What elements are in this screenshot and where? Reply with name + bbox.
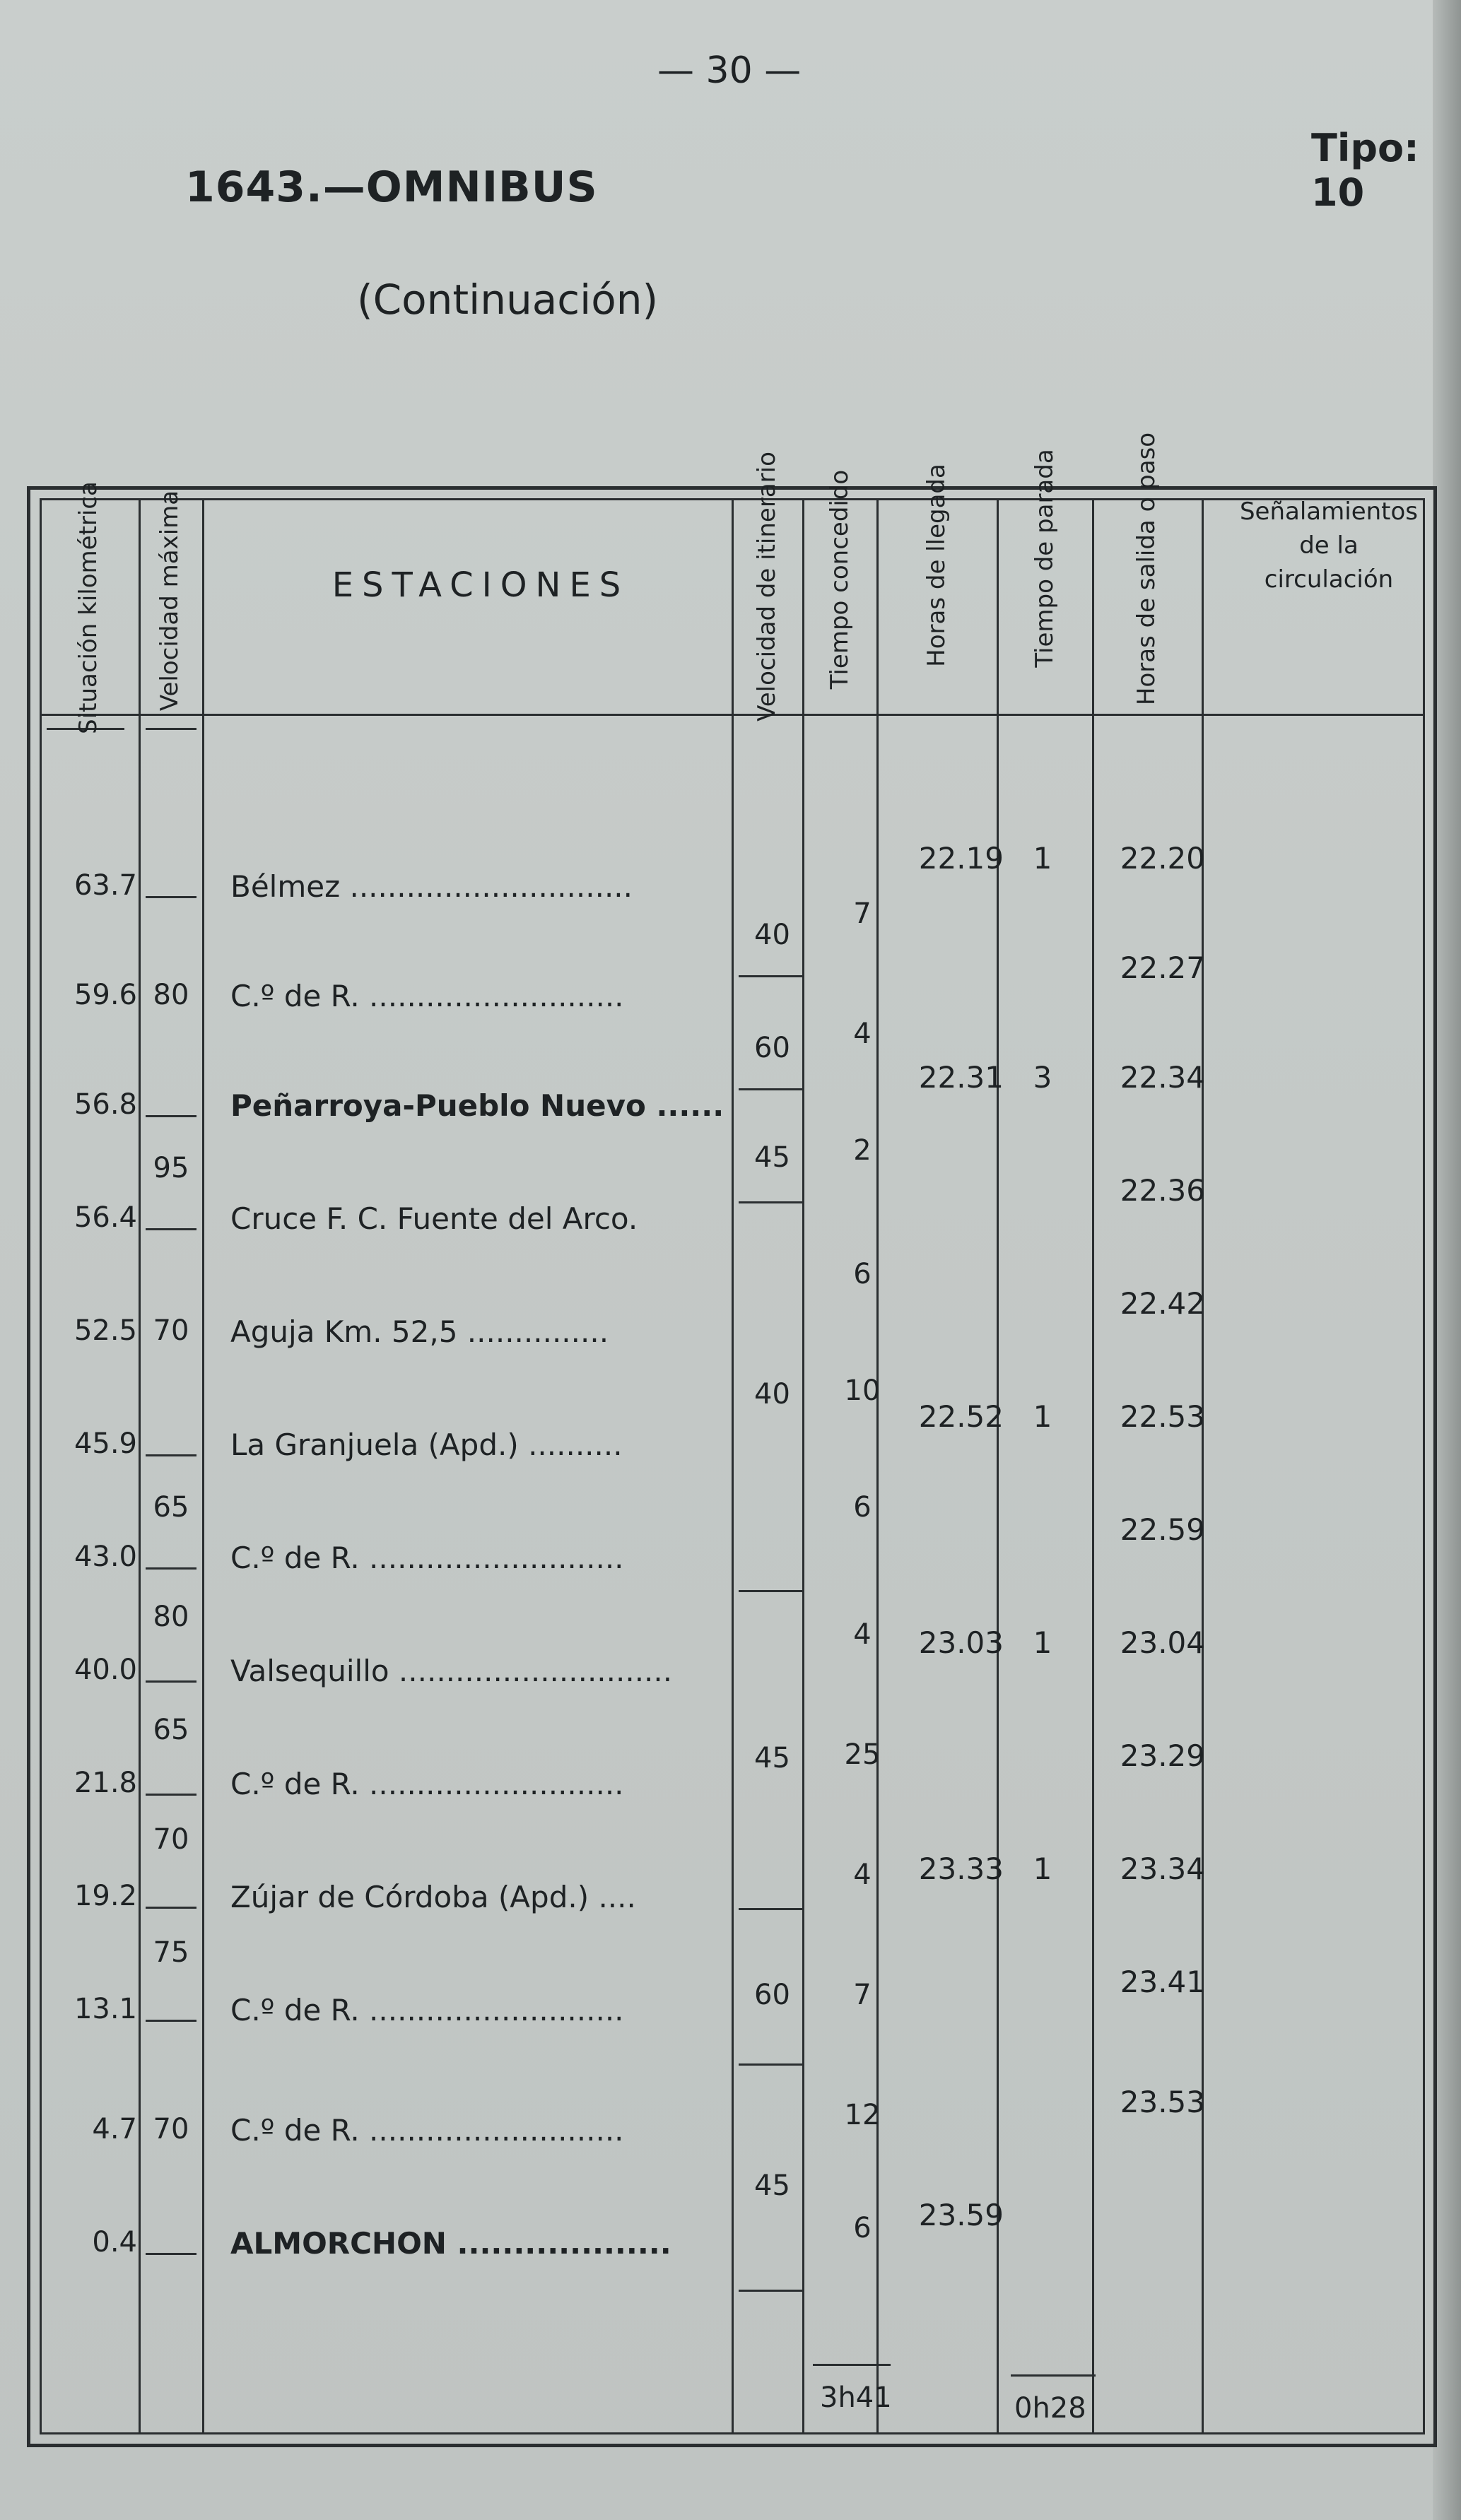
granted-time: 6	[853, 1258, 872, 1290]
km-position: 56.8	[74, 1088, 137, 1121]
max-speed: 65	[153, 1714, 189, 1746]
departure-time: 23.53	[1120, 2085, 1205, 2119]
itinerary-speed-rule	[739, 1201, 802, 1203]
stop-time: 1	[1033, 1851, 1052, 1886]
max-speed: 70	[153, 2113, 189, 2145]
header-horas-salida: Horas de salida o paso	[1132, 432, 1161, 706]
departure-time: 23.41	[1120, 1965, 1205, 1999]
itinerary-speed-rule	[739, 1908, 802, 1910]
granted-time: 4	[853, 1018, 872, 1050]
station-name: Aguja Km. 52,5 ...............	[230, 1314, 609, 1349]
max-speed-dash	[146, 896, 196, 898]
km-position: 45.9	[74, 1427, 137, 1460]
station-name: Bélmez ..............................	[230, 869, 633, 904]
km-position: 43.0	[74, 1541, 137, 1573]
header-situacion: Situación kilométrica	[74, 481, 102, 734]
granted-time: 4	[853, 1859, 872, 1891]
column-divider	[876, 498, 879, 2434]
column-divider	[997, 498, 999, 2434]
granted-time: 6	[853, 1491, 872, 1524]
granted-time: 7	[853, 1979, 872, 2011]
max-speed: 70	[153, 1823, 189, 1856]
stop-time: 1	[1033, 1399, 1052, 1434]
max-speed-dash	[146, 1454, 196, 1456]
granted-time: 2	[853, 1134, 872, 1167]
km-position: 4.7	[92, 2113, 137, 2145]
max-speed: 70	[153, 1314, 189, 1347]
km-position: 21.8	[74, 1767, 137, 1799]
arrival-time: 23.33	[918, 1851, 1004, 1886]
column-divider	[802, 498, 804, 2434]
itinerary-speed: 45	[754, 1141, 790, 1174]
column-divider	[139, 498, 141, 2434]
total-tiempo-parada: 0h28	[1014, 2392, 1086, 2425]
page-number: — 30 —	[657, 49, 802, 92]
station-name: C.º de R. ...........................	[230, 979, 624, 1013]
km-position: 40.0	[74, 1654, 137, 1686]
km-position: 19.2	[74, 1880, 137, 1912]
departure-time: 22.59	[1120, 1512, 1205, 1547]
km-position: 59.6	[74, 979, 137, 1011]
station-name: C.º de R. ...........................	[230, 1541, 624, 1575]
itinerary-speed: 40	[754, 1378, 790, 1411]
departure-time: 22.20	[1120, 841, 1205, 876]
max-speed: 80	[153, 1601, 189, 1633]
station-name: Valsequillo .............................	[230, 1654, 673, 1688]
header-tiempo-concedido: Tiempo concedido	[826, 469, 854, 690]
max-speed-dash	[146, 1907, 196, 1909]
granted-time: 10	[844, 1374, 881, 1407]
header-velocidad-itinerario: Velocidad de itinerario	[753, 452, 781, 722]
station-name: ALMORCHON ...................	[230, 2226, 671, 2261]
departure-time: 23.29	[1120, 1738, 1205, 1773]
max-speed: 65	[153, 1491, 189, 1524]
itinerary-speed-rule	[739, 1088, 802, 1090]
km-position: 63.7	[74, 869, 137, 902]
departure-time: 22.53	[1120, 1399, 1205, 1434]
column-divider	[1202, 498, 1204, 2434]
stop-time: 1	[1033, 841, 1052, 876]
page-subtitle: (Continuación)	[357, 276, 659, 324]
itinerary-speed-rule	[739, 2290, 802, 2292]
granted-time: 25	[844, 1738, 881, 1771]
itinerary-speed: 60	[754, 1032, 790, 1064]
km-position: 13.1	[74, 1993, 137, 2025]
granted-time: 12	[844, 2099, 881, 2131]
granted-time: 4	[853, 1618, 872, 1651]
header-estaciones: ESTACIONES	[331, 565, 630, 605]
station-name: C.º de R. ...........................	[230, 2113, 624, 2148]
stop-time: 1	[1033, 1625, 1052, 1660]
max-speed-dash	[146, 2253, 196, 2255]
itinerary-speed: 60	[754, 1979, 790, 2011]
station-name: Zújar de Córdoba (Apd.) ....	[230, 1880, 636, 1914]
max-speed: 95	[153, 1152, 189, 1184]
granted-time: 7	[853, 897, 872, 930]
header-horas-llegada: Horas de llegada	[922, 464, 951, 667]
station-name: La Granjuela (Apd.) ..........	[230, 1427, 623, 1462]
stop-time: 3	[1033, 1060, 1052, 1095]
granted-time: 6	[853, 2212, 872, 2244]
itinerary-speed-rule	[739, 1590, 802, 1592]
km-position: 0.4	[92, 2226, 137, 2259]
total-rule	[813, 2364, 891, 2366]
departure-time: 22.42	[1120, 1286, 1205, 1321]
max-speed-dash	[146, 2020, 196, 2022]
max-speed: 75	[153, 1936, 189, 1969]
header-tiempo-parada: Tiempo de parada	[1031, 449, 1059, 668]
header-divider	[40, 714, 1425, 716]
header-velocidad-maxima: Velocidad máxima	[156, 490, 184, 712]
arrival-time: 22.52	[918, 1399, 1004, 1434]
header-underline	[146, 728, 196, 730]
arrival-time: 22.31	[918, 1060, 1004, 1095]
max-speed-dash	[146, 1228, 196, 1230]
km-position: 56.4	[74, 1201, 137, 1234]
max-speed-dash	[146, 1794, 196, 1796]
station-name: Peñarroya-Pueblo Nuevo ......	[230, 1088, 724, 1123]
page-title: 1643.—OMNIBUS	[185, 163, 598, 212]
column-divider	[1092, 498, 1094, 2434]
arrival-time: 22.19	[918, 841, 1004, 876]
arrival-time: 23.03	[918, 1625, 1004, 1660]
itinerary-speed-rule	[739, 975, 802, 977]
max-speed-dash	[146, 1680, 196, 1683]
departure-time: 23.34	[1120, 1851, 1205, 1886]
departure-time: 22.36	[1120, 1173, 1205, 1208]
departure-time: 23.04	[1120, 1625, 1205, 1660]
station-name: C.º de R. ...........................	[230, 1993, 624, 2027]
itinerary-speed: 45	[754, 1742, 790, 1774]
train-type: Tipo: 10	[1311, 126, 1419, 215]
header-senalamientos: Señalamientos de la circulación	[1239, 497, 1419, 594]
departure-time: 22.27	[1120, 950, 1205, 985]
total-rule	[1011, 2374, 1096, 2377]
arrival-time: 23.59	[918, 2198, 1004, 2232]
itinerary-speed-rule	[739, 2063, 802, 2066]
max-speed-dash	[146, 1567, 196, 1570]
total-tiempo-concedido: 3h41	[820, 2381, 892, 2414]
station-name: C.º de R. ...........................	[230, 1767, 624, 1801]
departure-time: 22.34	[1120, 1060, 1205, 1095]
station-name: Cruce F. C. Fuente del Arco.	[230, 1201, 638, 1236]
max-speed: 80	[153, 979, 189, 1011]
itinerary-speed: 45	[754, 2169, 790, 2202]
km-position: 52.5	[74, 1314, 137, 1347]
max-speed-dash	[146, 1115, 196, 1117]
itinerary-speed: 40	[754, 919, 790, 951]
page-edge	[1433, 0, 1461, 2520]
column-divider	[202, 498, 204, 2434]
